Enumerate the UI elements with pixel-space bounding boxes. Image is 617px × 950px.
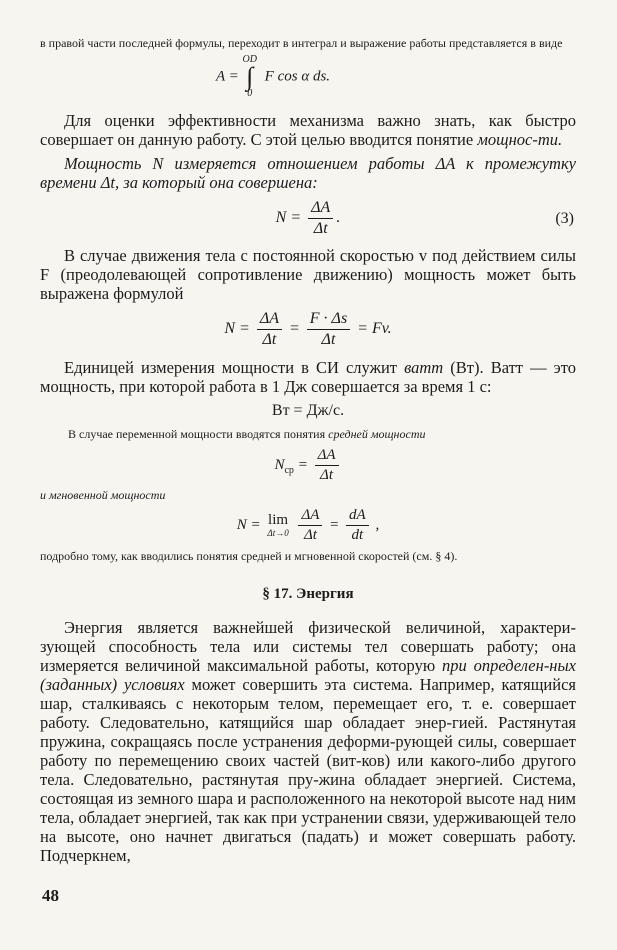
instant-power-formula [40,507,576,544]
instant-numerator-1: ΔA [298,507,322,526]
energy-text-1: Энергия является важнейшей физической величиной, характери-зующей способность тела или системы тел совершать работу; она измеряется величиной максимальной работы, которую [40,618,576,675]
energy-term: при определен-ных (заданных) условиях [40,656,576,694]
fv-denominator-1: Δt [262,331,277,348]
average-denominator: Δt [320,467,334,483]
page-content [40,36,576,865]
instant-numerator-2: dA [346,507,369,526]
unit-text-before: Единицей измерения мощности в СИ служит [64,358,405,377]
variable-term: средней мощности [328,427,426,441]
fv-fraction-2 [307,310,350,349]
unit-paragraph [40,358,576,396]
integral-lhs: A = [215,68,239,85]
integral-integrand: F cos α ds. [264,68,331,85]
average-subscript: ср [284,464,294,476]
average-equals: = [293,456,308,473]
instant-fraction-1 [298,507,322,544]
fv-denominator-2: Δt [321,331,336,348]
fv-lhs: N = [224,320,250,338]
power-lhs: N = [275,209,302,227]
power-formula [40,199,576,238]
variable-text: В случае переменной мощности вводятся понятия [68,427,329,441]
efficiency-paragraph [40,111,576,149]
instant-denominator-2: dt [351,527,364,543]
unit-text-after: (Вт). Ватт — это мощность, при которой работа в 1 Дж совершается за время 1 с: [40,358,576,396]
power-tail: . [336,209,341,227]
similar-paragraph: подробно тому, как вводились понятия средней и мгновенной скоростей (см. § 4). [40,549,458,563]
intro-text: в правой части последней формулы, переходит в интеграл и выражение работы представляется в виде [40,36,563,50]
instant-lhs: N = [236,516,261,533]
fv-numerator-2: F · Δs [307,310,350,330]
instant-tail: , [375,516,380,533]
fv-tail: = Fv. [357,320,392,338]
power-fraction [308,199,333,238]
average-fraction [315,447,339,484]
section-heading: § 17. Энергия [262,586,354,602]
equation-number: (3) [555,209,574,227]
page-number: 48 [42,886,59,905]
fv-fraction-1 [257,310,282,349]
integral-operator [242,55,256,99]
integral-lower-limit: 0 [247,88,253,99]
power-denominator: Δt [313,220,328,237]
power-definition: Мощность N измеряется отношением работы ΔA к промежутку времени Δt, за который она совершена: [40,154,576,192]
limit-subscript: Δt→0 [267,527,289,538]
integral-upper-limit: OD [242,54,257,65]
instant-equals: = [329,516,340,533]
efficiency-term: мощнос-ти. [477,130,563,149]
average-power-formula [40,447,576,484]
instant-denominator-1: Δt [303,527,317,543]
power-numerator: ΔA [308,199,333,219]
integral-formula [40,55,576,99]
watt-formula: Вт = Дж/с. [271,402,345,419]
average-lhs: N [274,456,285,473]
fv-equals: = [288,320,300,338]
average-numerator: ΔA [315,447,339,466]
efficiency-text: Для оценки эффективности механизма важно знать, как быстро совершает он данную работу. С этой целью вводится понятие [40,111,576,149]
variable-power-paragraph [40,427,576,442]
limit-operator [267,512,288,538]
energy-text-2: может совершить эта система. Например, катящийся шар, сталкиваясь с некоторым телом, перемещает его, т. е. совершает работу. Следовательно, катящийся шар обладает энер-гией. Растянутая пружина, сокращаясь после устранения деформи-рующей силы, совершает работу по перемещению своих частей (вит-ков) или какого-либо другого тела. Следовательно, растянутая пру-жина обладает энергией. Система, состоящая из земного шара и расположенного на некоторой высоте над ним тела, обладает энергией, так как при устранении связи, удерживающей тело на высоте, оно начнет двигаться (падать) и может совершать работу. Подчеркнем, [40,675,577,865]
fv-numerator-1: ΔA [257,310,282,330]
instant-fraction-2 [346,507,369,544]
fv-formula [40,310,576,349]
constant-speed-paragraph: В случае движения тела с постоянной скоростью v под действием силы F (преодолевающей сопротивление движению) мощность может быть выражена формулой [40,246,576,303]
instant-power-label: и мгновенной мощности [40,488,166,502]
integral-sign: ∫ [246,62,254,91]
unit-term: ватт [404,358,444,377]
limit-word: lim [268,512,289,529]
energy-paragraph [40,618,576,865]
